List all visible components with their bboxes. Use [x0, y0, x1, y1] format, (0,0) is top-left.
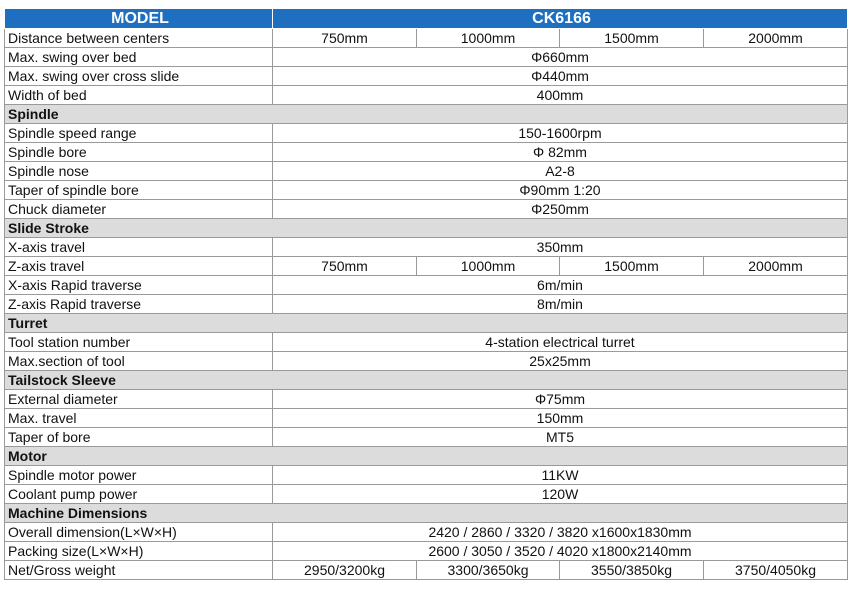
spec-value: 8m/min — [273, 295, 848, 314]
spec-label: X-axis travel — [5, 238, 273, 257]
spec-value: 2000mm — [704, 257, 848, 276]
spec-value: Φ440mm — [273, 67, 848, 86]
section-heading: Turret — [5, 314, 848, 333]
spec-label: Packing size(L×W×H) — [5, 542, 273, 561]
spec-label: Chuck diameter — [5, 200, 273, 219]
spec-label: Taper of spindle bore — [5, 181, 273, 200]
spec-value: 1500mm — [560, 257, 704, 276]
spec-row-coolant-pump-power — [5, 485, 848, 504]
spec-value: 2420 / 2860 / 3320 / 3820 x1600x1830mm — [273, 523, 848, 542]
spec-value: Φ90mm 1:20 — [273, 181, 848, 200]
spec-value: 11KW — [273, 466, 848, 485]
spec-value: 1000mm — [417, 257, 560, 276]
spec-label: Spindle nose — [5, 162, 273, 181]
spec-row-max-section-of-tool — [5, 352, 848, 371]
section-row-tailstock-sleeve — [5, 371, 848, 390]
section-row-turret — [5, 314, 848, 333]
spec-row-taper-of-spindle-bore — [5, 181, 848, 200]
spec-row-x-axis-rapid-traverse — [5, 276, 848, 295]
spec-row-spindle-nose — [5, 162, 848, 181]
section-row-spindle — [5, 105, 848, 124]
spec-value: 3750/4050kg — [704, 561, 848, 580]
spec-label: Spindle motor power — [5, 466, 273, 485]
spec-row-z-axis-rapid-traverse — [5, 295, 848, 314]
spec-value: MT5 — [273, 428, 848, 447]
model-header-label: MODEL — [5, 9, 273, 29]
spec-value: 120W — [273, 485, 848, 504]
spec-label: Tool station number — [5, 333, 273, 352]
spec-row-spindle-bore — [5, 143, 848, 162]
spec-value: 150-1600rpm — [273, 124, 848, 143]
spec-row-overall-dimension-l-w-h — [5, 523, 848, 542]
spec-value: 2600 / 3050 / 3520 / 4020 x1800x2140mm — [273, 542, 848, 561]
spec-value: 6m/min — [273, 276, 848, 295]
spec-row-z-axis-travel — [5, 257, 848, 276]
spec-row-width-of-bed — [5, 86, 848, 105]
spec-label: Taper of bore — [5, 428, 273, 447]
spec-label: Z-axis Rapid traverse — [5, 295, 273, 314]
spec-label: Overall dimension(L×W×H) — [5, 523, 273, 542]
spec-value: 3550/3850kg — [560, 561, 704, 580]
spec-row-spindle-motor-power — [5, 466, 848, 485]
spec-value: Φ660mm — [273, 48, 848, 67]
section-heading: Machine Dimensions — [5, 504, 848, 523]
spec-label: Max. swing over bed — [5, 48, 273, 67]
section-row-slide-stroke — [5, 219, 848, 238]
section-row-machine-dimensions — [5, 504, 848, 523]
spec-label: Spindle bore — [5, 143, 273, 162]
spec-row-net-gross-weight — [5, 561, 848, 580]
spec-value: Φ250mm — [273, 200, 848, 219]
spec-label: Coolant pump power — [5, 485, 273, 504]
spec-table-container — [4, 8, 848, 580]
spec-value: 4-station electrical turret — [273, 333, 848, 352]
spec-label: Max.section of tool — [5, 352, 273, 371]
section-row-motor — [5, 447, 848, 466]
section-heading: Tailstock Sleeve — [5, 371, 848, 390]
spec-value: 400mm — [273, 86, 848, 105]
spec-value: Φ75mm — [273, 390, 848, 409]
section-heading: Spindle — [5, 105, 848, 124]
spec-value: 1000mm — [417, 29, 560, 48]
spec-row-packing-size-l-w-h — [5, 542, 848, 561]
section-heading: Motor — [5, 447, 848, 466]
spec-value: 2950/3200kg — [273, 561, 417, 580]
spec-row-max-swing-over-bed — [5, 48, 848, 67]
spec-row-chuck-diameter — [5, 200, 848, 219]
spec-label: Max. travel — [5, 409, 273, 428]
spec-value: 1500mm — [560, 29, 704, 48]
spec-row-tool-station-number — [5, 333, 848, 352]
spec-label: Net/Gross weight — [5, 561, 273, 580]
spec-value: 750mm — [273, 29, 417, 48]
spec-label: Z-axis travel — [5, 257, 273, 276]
spec-label: Width of bed — [5, 86, 273, 105]
spec-label: Max. swing over cross slide — [5, 67, 273, 86]
model-header-value: CK6166 — [273, 9, 848, 29]
spec-value: Φ 82mm — [273, 143, 848, 162]
table-header-row — [5, 9, 848, 29]
spec-row-max-travel — [5, 409, 848, 428]
section-heading: Slide Stroke — [5, 219, 848, 238]
spec-value: 150mm — [273, 409, 848, 428]
spec-label: X-axis Rapid traverse — [5, 276, 273, 295]
spec-row-spindle-speed-range — [5, 124, 848, 143]
spec-row-max-swing-over-cross-slide — [5, 67, 848, 86]
spec-value: 2000mm — [704, 29, 848, 48]
spec-table-body — [5, 9, 848, 580]
spec-row-taper-of-bore — [5, 428, 848, 447]
spec-value: 3300/3650kg — [417, 561, 560, 580]
spec-row-x-axis-travel — [5, 238, 848, 257]
spec-table — [4, 8, 848, 580]
spec-row-distance-between-centers — [5, 29, 848, 48]
spec-value: 25x25mm — [273, 352, 848, 371]
spec-row-external-diameter — [5, 390, 848, 409]
spec-label: External diameter — [5, 390, 273, 409]
spec-label: Spindle speed range — [5, 124, 273, 143]
spec-value: 350mm — [273, 238, 848, 257]
spec-label: Distance between centers — [5, 29, 273, 48]
spec-value: A2-8 — [273, 162, 848, 181]
spec-value: 750mm — [273, 257, 417, 276]
